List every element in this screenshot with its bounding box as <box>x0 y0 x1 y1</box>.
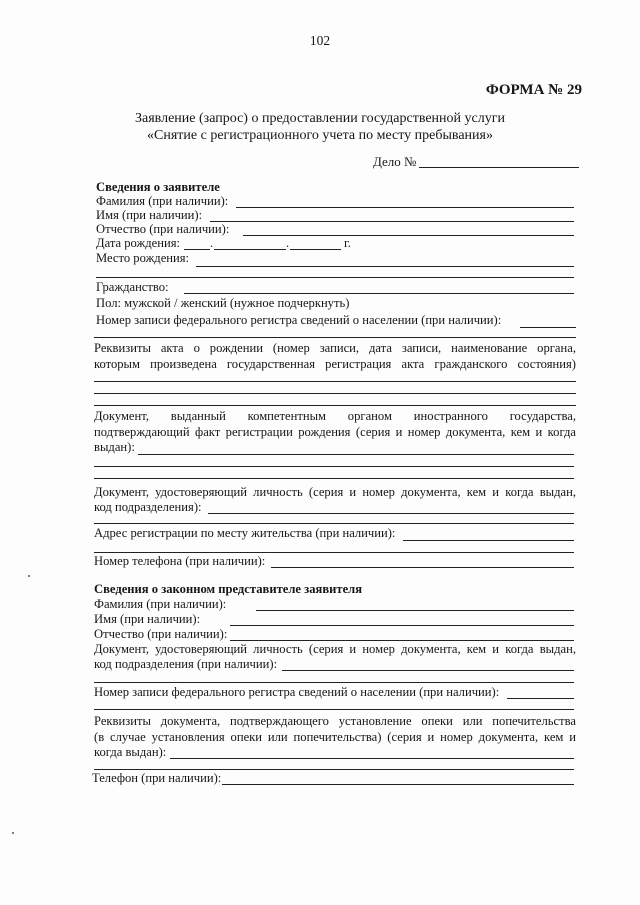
applicant-birth-place-field[interactable] <box>196 266 574 267</box>
rep-registry-field-2[interactable] <box>94 709 574 710</box>
rep-name-field[interactable] <box>230 625 574 626</box>
residence-address-field-2[interactable] <box>94 552 574 553</box>
applicant-birth-place-field-2[interactable] <box>96 277 574 278</box>
form-number: ФОРМА № 29 <box>485 82 582 98</box>
applicant-id-doc-field-1[interactable] <box>208 513 574 514</box>
birth-act-line-1: Реквизиты акта о рождении (номер записи, дата записи, наименование органа, <box>94 341 576 355</box>
foreign-doc-line-1: Документ, выданный компетентным органом иностранного государства, <box>94 409 576 423</box>
birth-month-field[interactable] <box>214 249 286 250</box>
birth-act-field-1[interactable] <box>94 381 576 382</box>
guardianship-field-1[interactable] <box>170 758 574 759</box>
birth-act-field-2[interactable] <box>94 393 576 394</box>
applicant-birth-place-label: Место рождения: <box>96 251 190 265</box>
foreign-doc-field-1[interactable] <box>138 454 574 455</box>
birth-date-separator-2: . <box>286 236 290 250</box>
rep-registry-field-1[interactable] <box>507 698 574 699</box>
rep-name-label: Имя (при наличии): <box>94 612 201 626</box>
foreign-doc-field-2[interactable] <box>94 466 574 467</box>
foreign-doc-line-3: выдан): <box>94 440 135 454</box>
rep-surname-label: Фамилия (при наличии): <box>94 597 227 611</box>
scan-speck <box>28 575 30 577</box>
applicant-id-doc-line-1: Документ, удостоверяющий личность (серия и номер документа, кем и когда выдан, <box>94 485 576 499</box>
guardianship-line-1: Реквизиты документа, подтверждающего установление опеки или попечительства <box>94 714 576 728</box>
birth-act-line-2: которым произведена государственная регистрация акта гражданского состояния) <box>94 357 576 371</box>
birth-act-field-3[interactable] <box>94 405 576 406</box>
guardianship-line-2: (в случае установления опеки или попечительства) (серия и номер документа, кем и <box>94 730 576 744</box>
birth-year-suffix: г. <box>344 236 351 250</box>
guardianship-field-2[interactable] <box>94 769 574 770</box>
applicant-surname-field[interactable] <box>236 207 574 208</box>
form-title-line-1: Заявление (запрос) о предоставлении государственной услуги <box>135 111 505 126</box>
foreign-doc-line-2: подтверждающий факт регистрации рождения (серия и номер документа, кем и когда <box>94 425 576 439</box>
rep-id-doc-line-1: Документ, удостоверяющий личность (серия и номер документа, кем и когда выдан, <box>94 642 576 656</box>
applicant-citizenship-label: Гражданство: <box>96 280 169 294</box>
scan-speck <box>12 832 14 834</box>
applicant-surname-label: Фамилия (при наличии): <box>96 194 229 208</box>
guardianship-line-3: когда выдан): <box>94 745 167 759</box>
representative-heading: Сведения о законном представителе заявителя <box>94 582 363 596</box>
applicant-patronymic-label: Отчество (при наличии): <box>96 222 230 236</box>
case-number-label: Дело № <box>373 154 417 169</box>
birth-year-field[interactable] <box>290 249 341 250</box>
applicant-name-field[interactable] <box>210 221 574 222</box>
applicant-id-doc-line-2: код подразделения): <box>94 500 202 514</box>
rep-surname-field[interactable] <box>256 610 574 611</box>
residence-address-label: Адрес регистрации по месту жительства (при наличии): <box>94 526 396 540</box>
applicant-phone-label: Номер телефона (при наличии): <box>94 554 266 568</box>
applicant-name-label: Имя (при наличии): <box>96 208 203 222</box>
applicant-birth-date-label: Дата рождения: <box>96 236 180 250</box>
page-number: 102 <box>309 33 331 48</box>
applicant-patronymic-field[interactable] <box>243 235 574 236</box>
birth-date-separator-1: . <box>210 236 214 250</box>
foreign-doc-field-3[interactable] <box>94 478 574 479</box>
applicant-heading: Сведения о заявителе <box>96 180 220 194</box>
applicant-phone-field[interactable] <box>271 567 574 568</box>
rep-phone-label: Телефон (при наличии): <box>92 771 222 785</box>
rep-registry-label: Номер записи федерального регистра сведений о населении (при наличии): <box>94 685 500 699</box>
applicant-citizenship-field[interactable] <box>184 293 574 294</box>
birth-day-field[interactable] <box>184 249 210 250</box>
applicant-registry-field[interactable] <box>520 327 576 328</box>
applicant-registry-label: Номер записи федерального регистра сведений о населении (при наличии): <box>96 313 502 327</box>
applicant-id-doc-field-2[interactable] <box>94 523 574 524</box>
applicant-sex-label: Пол: мужской / женский (нужное подчеркнуть) <box>96 296 350 310</box>
form-title-line-2: «Снятие с регистрационного учета по месту пребывания» <box>147 128 493 143</box>
rep-phone-field[interactable] <box>222 784 574 785</box>
case-number-field[interactable] <box>419 167 579 168</box>
rep-id-doc-field-1[interactable] <box>282 670 574 671</box>
rep-id-doc-field-2[interactable] <box>94 682 574 683</box>
rep-patronymic-label: Отчество (при наличии): <box>94 627 228 641</box>
rep-id-doc-line-2: код подразделения (при наличии): <box>94 657 278 671</box>
applicant-registry-field-2[interactable] <box>94 337 576 338</box>
residence-address-field-1[interactable] <box>403 540 574 541</box>
